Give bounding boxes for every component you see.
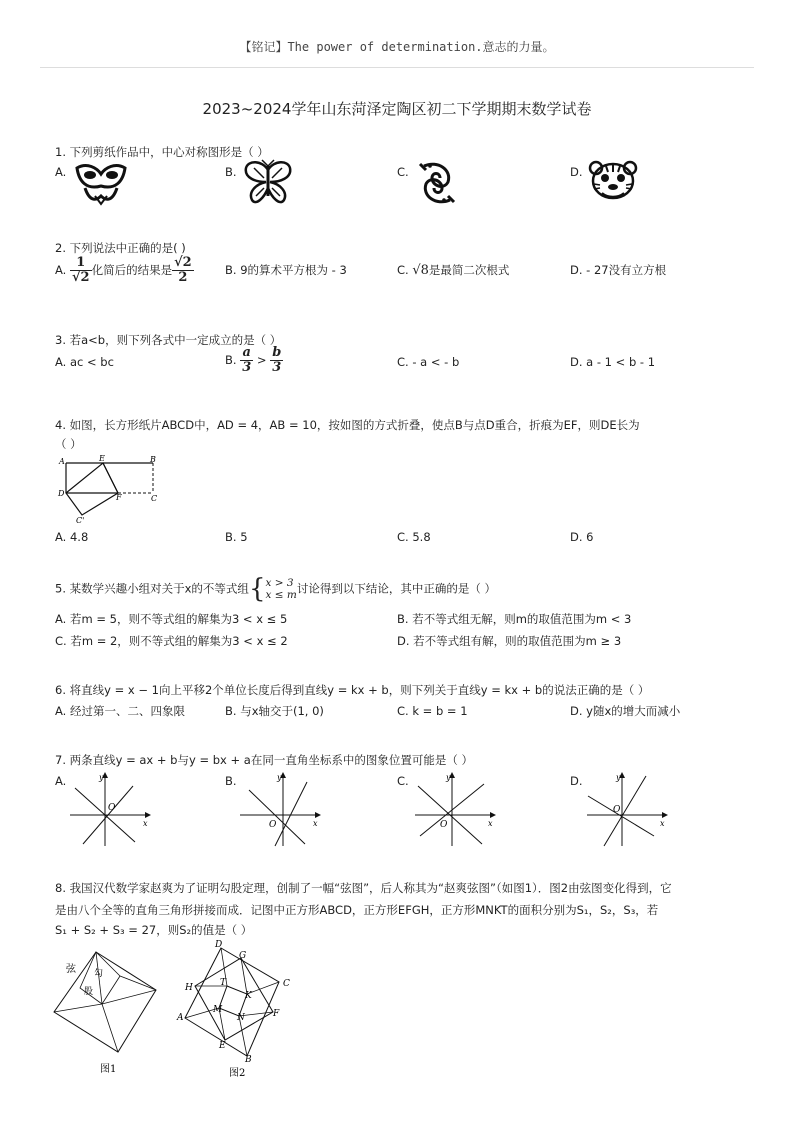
q6-option-b: B. 与x轴交于(1, 0): [225, 704, 324, 718]
q4-option-d: D. 6: [570, 530, 594, 544]
fig2-label-h: H: [185, 983, 193, 993]
paper-cut-mask-image: [75, 160, 127, 204]
q2-option-a-label: A.: [55, 263, 67, 277]
q3-b-gt: >: [256, 353, 267, 367]
fig2-label-b: B: [245, 1055, 252, 1065]
q4-label-e: E: [99, 454, 105, 463]
q3-b-num1: a: [240, 346, 253, 361]
q1-option-b-label: B.: [225, 165, 237, 179]
q3-option-d: D. a - 1 < b - 1: [570, 355, 656, 369]
q2-a-fraction-1: [70, 256, 92, 285]
q7-stem: 7. 两条直线y = ax + b与y = bx + a在同一直角坐标系中的图象位置可能是（ ）: [55, 753, 473, 767]
q7-graph-b: [235, 770, 325, 850]
q7c-x-label: x: [488, 819, 493, 828]
q4-label-b: B: [150, 455, 156, 464]
q4-stem-cont: （ ）: [55, 437, 82, 451]
q7b-origin-label: O: [269, 820, 277, 830]
q4-label-c-prime: C': [76, 516, 85, 525]
fig2-label-d: D: [215, 940, 223, 950]
q7c-y-label: y: [446, 773, 451, 782]
fig2-label-m: M: [213, 1005, 223, 1015]
q1-stem: 1. 下列剪纸作品中，中心对称图形是（ ）: [55, 145, 269, 159]
q4-option-c: C. 5.8: [397, 530, 431, 544]
q5-brace: {: [248, 574, 266, 604]
q7-option-a-label: A.: [55, 774, 67, 788]
q8-figure-2-squares-diagram: [175, 940, 300, 1080]
q5-option-d: D. 若不等式组有解，则的取值范围为m ≥ 3: [397, 634, 622, 648]
q4-label-c: C: [151, 494, 158, 503]
q2-option-c-label: C.: [397, 263, 409, 277]
q2-a-den2: 2: [178, 270, 188, 285]
q8-line-1: 8. 我国汉代数学家赵爽为了证明勾股定理，创制了一幅“弦图”，后人称其为“赵爽弦图”（如图1）．图2由弦图变化得到，它: [55, 881, 672, 895]
fig1-xian-label: 弦: [66, 964, 76, 975]
q3-b-fraction-1: [240, 346, 253, 375]
q2-a-den1: √2: [71, 270, 90, 285]
fig1-gu-label: 股: [84, 987, 94, 997]
q5-sys-2: x ≤ m: [265, 589, 297, 601]
fig2-label-c: C: [283, 979, 290, 989]
q7a-y-label: y: [99, 773, 104, 782]
q5-stem-a: 5. 某数学兴趣小组对关于x的不等式组: [55, 581, 249, 596]
paper-cut-tiger-face-image: [588, 160, 638, 200]
q8-line-2: 是由八个全等的直角三角形拼接而成．记图中正方形ABCD，正方形EFGH，正方形MNKT的面积分别为S₁，S₂，S₃，若: [55, 903, 659, 917]
q2-option-c: [397, 261, 509, 280]
q3-b-num2: b: [272, 345, 282, 360]
q3-option-b-label: B.: [225, 353, 237, 367]
q3-b-fraction-2: [270, 346, 283, 375]
q3-b-den2: 3: [272, 360, 282, 375]
q7d-origin-label: O: [613, 805, 621, 815]
q7b-x-label: x: [313, 819, 318, 828]
q1-option-a-label: A.: [55, 165, 67, 179]
q5-option-b: B. 若不等式组无解，则m的取值范围为m < 3: [397, 612, 632, 626]
q5-option-c: C. 若m = 2，则不等式组的解集为3 < x ≤ 2: [55, 634, 288, 648]
q2-c-radical: √8: [412, 263, 429, 278]
q2-stem: 2. 下列说法中正确的是( ): [55, 241, 186, 255]
q4-label-f: F: [116, 493, 122, 502]
q2-option-d: D. - 27没有立方根: [570, 263, 667, 277]
q5-stem: [55, 576, 496, 602]
q3-option-b: [225, 346, 283, 375]
q6-option-d: D. y随x的增大而减小: [570, 704, 681, 718]
q4-option-a: A. 4.8: [55, 530, 89, 544]
q7b-y-label: y: [277, 773, 282, 782]
paper-cut-fish-image: [418, 160, 456, 206]
q5-option-a: A. 若m = 5，则不等式组的解集为3 < x ≤ 5: [55, 612, 288, 626]
q2-c-rest: 是最简二次根式: [428, 263, 510, 277]
q3-option-c: C. - a < - b: [397, 355, 460, 369]
q7-graph-a: [65, 770, 155, 850]
fig2-label-k: K: [245, 991, 252, 1001]
q2-a-num1: 1: [70, 256, 92, 271]
q7c-origin-label: O: [440, 820, 448, 830]
q4-label-d: D: [58, 489, 65, 498]
fig1-gou-label: 勾: [94, 969, 104, 979]
q8-figure-1-zhao-shuang-chord-diagram: [50, 948, 170, 1078]
q7-option-d-label: D.: [570, 774, 583, 788]
q7-graph-d: [582, 770, 672, 850]
q7d-y-label: y: [616, 773, 621, 782]
q3-b-den1: 3: [242, 360, 252, 375]
q1-option-d-label: D.: [570, 165, 583, 179]
q6-stem: 6. 将直线y = x − 1向上平移2个单位长度后得到直线y = kx + b，则下列关于直线y = kx + b的说法正确的是（ ）: [55, 683, 650, 697]
fig2-label-n: N: [237, 1013, 245, 1023]
q5-sys-1: x > 3: [265, 577, 294, 589]
fig1-caption: 图1: [100, 1064, 117, 1075]
q6-option-c: C. k = b = 1: [397, 704, 468, 718]
exam-title: 2023~2024学年山东菏泽定陶区初二下学期期末数学试卷: [202, 100, 592, 118]
q8-line-3: S₁ + S₂ + S₃ = 27，则S₂的值是（ ）: [55, 923, 253, 937]
fig2-label-a: A: [177, 1013, 184, 1023]
q4-option-b: B. 5: [225, 530, 248, 544]
q7-graph-c: [410, 770, 500, 850]
q2-option-b: B. 9的算术平方根为 - 3: [225, 263, 347, 277]
q6-option-a: A. 经过第一、二、四象限: [55, 704, 185, 718]
fig2-label-f: F: [273, 1009, 280, 1019]
page-header: 【铭记】The power of determination.意志的力量。: [239, 40, 555, 54]
q2-a-num2: √2: [174, 255, 192, 270]
q2-a-fraction-2: [172, 256, 194, 285]
fig2-label-e: E: [219, 1041, 226, 1051]
q4-stem: 4. 如图，长方形纸片ABCD中，AD = 4，AB = 10，按如图的方式折叠，使点B与点D重合，折痕为EF，则DE长为: [55, 418, 640, 432]
q7a-x-label: x: [143, 819, 148, 828]
q4-label-a: A: [59, 457, 65, 466]
q2-a-mid: 化简后的结果是: [91, 263, 173, 277]
q7-option-c-label: C.: [397, 774, 409, 788]
q1-option-c-label: C.: [397, 165, 409, 179]
q5-stem-b: 讨论得到以下结论，其中正确的是（ ）: [296, 581, 496, 596]
q3-option-a: A. ac < bc: [55, 355, 114, 369]
q2-option-a: [55, 256, 194, 285]
header-divider: [40, 67, 754, 68]
paper-cut-butterfly-image: [244, 160, 292, 206]
q4-folded-rectangle-figure: [58, 455, 168, 525]
fig2-label-g: G: [239, 951, 247, 961]
fig2-label-t: T: [220, 978, 227, 988]
fig2-caption: 图2: [229, 1068, 246, 1079]
q7a-origin-label: O: [108, 803, 116, 813]
q5-system: [265, 577, 296, 601]
q7-option-b-label: B.: [225, 774, 237, 788]
q7d-x-label: x: [660, 819, 665, 828]
q3-stem: 3. 若a<b，则下列各式中一定成立的是（ ）: [55, 333, 282, 347]
